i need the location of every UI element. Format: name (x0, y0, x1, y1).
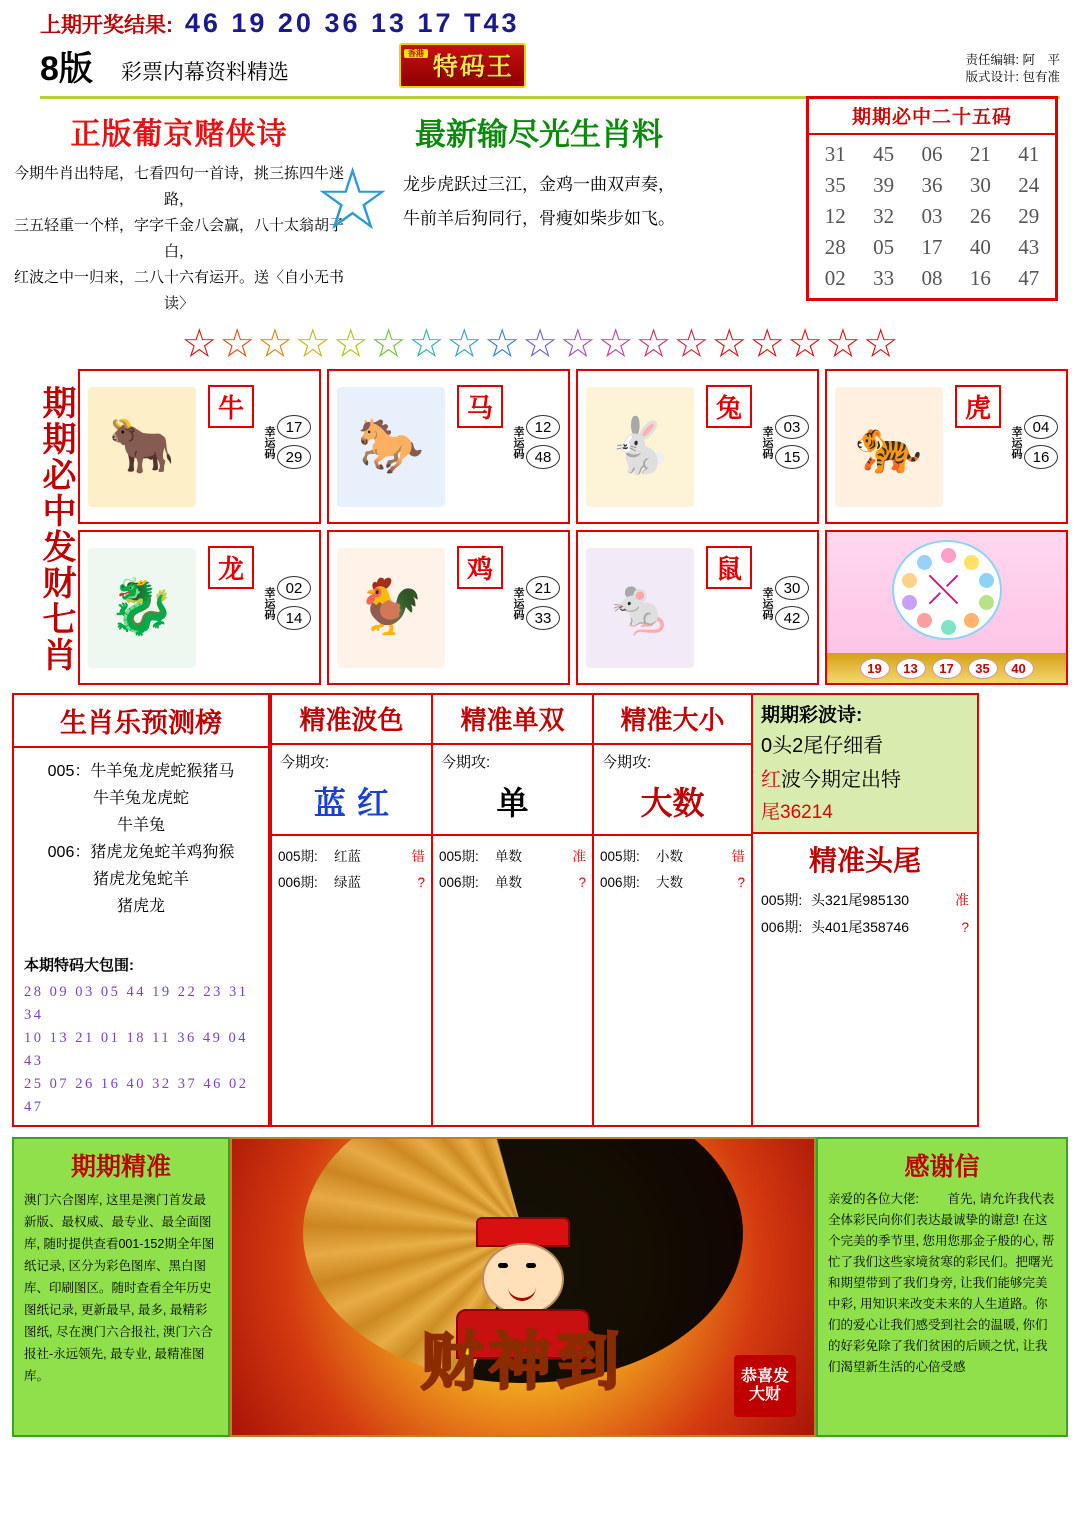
bottom-left-title: 期期精准 (70, 1152, 171, 1181)
lucky-code: 06 (921, 142, 943, 166)
page-subtitle: 彩票内幕资料精选 (120, 61, 289, 84)
zodiac-lucky-code: 14 (277, 606, 311, 630)
star-icon: ☆ (484, 322, 521, 366)
wheel-dot (902, 595, 917, 610)
lucky-code: 05 (873, 235, 895, 259)
forecast-row: 006：猪虎龙兔蛇羊鸡狗猴 (47, 844, 235, 861)
prediction-row (600, 844, 745, 870)
wheel-number: 35 (968, 658, 998, 679)
forecast-title: 生肖乐预测榜 (14, 695, 268, 748)
wheel-number-bar (827, 653, 1066, 683)
star-divider (0, 323, 1080, 365)
period-label: 005期: (761, 892, 803, 908)
poem-left-line-2: 三五轻重一个样，字字千金八会赢，八十太翁胡子白， (14, 217, 345, 260)
zodiac-lucky-code: 30 (775, 576, 809, 600)
lucky-code: 16 (969, 266, 991, 290)
prediction-row (439, 844, 586, 870)
star-icon: ☆ (711, 322, 748, 366)
big-package-row: 10 13 21 01 18 11 36 49 04 43 (24, 1030, 248, 1069)
period-label: 006期: (761, 919, 803, 935)
star-icon: ☆ (332, 322, 369, 366)
zodiac-cell (327, 530, 570, 685)
lucky-code: 28 (824, 235, 846, 259)
period-value: 头401尾358746 (811, 919, 910, 935)
lucky-code: 39 (873, 173, 895, 197)
prediction-tables (0, 685, 1080, 1127)
caishen-text: 财神到 (420, 1325, 626, 1398)
right-panel (753, 693, 979, 1127)
poem-left-line-3: 红波之中一归来，二八十六有运开。送〈自小无书读〉 (14, 269, 345, 312)
wheel-dot (941, 620, 956, 635)
lucky-code: 29 (1018, 204, 1040, 228)
lucky-code: 45 (873, 142, 895, 166)
lucky-code: 33 (873, 266, 895, 290)
zodiac-name: 龙 (208, 546, 254, 589)
zodiac-lucky-code: 48 (526, 445, 560, 469)
big-package-numbers (24, 981, 258, 1119)
zodiac-lucky-label: 幸运码 (512, 586, 524, 620)
big-package-row: 25 07 26 16 40 32 37 46 02 47 (24, 1076, 249, 1115)
zodiac-image: 🐇 (586, 387, 694, 507)
forecast-row: 猪虎龙兔蛇羊 (92, 871, 189, 888)
star-icon: ☆ (787, 322, 823, 366)
period-mark: ? (417, 875, 425, 890)
lucky-code: 08 (921, 266, 943, 290)
zodiac-lucky (511, 576, 560, 630)
wheel-number: 13 (896, 658, 926, 679)
wheel-dot (964, 613, 979, 628)
zodiac-cell (576, 369, 819, 524)
credit-design: 版式设计: 包有准 (965, 70, 1060, 84)
prediction-column (270, 693, 431, 1127)
zodiac-lucky-code: 04 (1024, 415, 1058, 439)
poem-mid-body (354, 168, 724, 236)
zodiac-name: 马 (457, 385, 503, 428)
zodiac-lucky-label: 幸运码 (761, 586, 773, 620)
bottom-section (12, 1137, 1068, 1437)
lucky-code: 36 (921, 173, 943, 197)
big-package-title: 本期特码大包围: (24, 957, 134, 974)
zodiac-cell (78, 530, 321, 685)
big-package (14, 954, 268, 1125)
star-icon: ☆ (446, 322, 483, 366)
period-mark: ? (578, 875, 586, 890)
zodiac-image: 🐁 (586, 548, 694, 668)
bottom-left-panel (12, 1137, 230, 1437)
current-label: 今期攻: (602, 754, 652, 771)
zodiac-lucky-code: 29 (277, 445, 311, 469)
period-value: 大数 (656, 875, 683, 890)
zodiac-lucky (262, 576, 311, 630)
lucky-code: 17 (921, 235, 943, 259)
period-mark: 准 (572, 849, 586, 864)
brand-logo (399, 43, 526, 88)
lucky-code: 31 (824, 142, 846, 166)
zodiac-lucky (760, 415, 809, 469)
poem-left-body (14, 161, 344, 317)
zodiac-section (0, 365, 1080, 685)
logo-text: 特码王 (432, 53, 514, 81)
headtail-rows (753, 885, 977, 943)
zodiac-name: 鸡 (457, 546, 503, 589)
arrows-icon: ⤬ (927, 568, 960, 612)
star-icon: ☆ (824, 322, 861, 366)
lucky-code: 12 (824, 204, 846, 228)
star-icon: ☆ (370, 322, 407, 366)
wheel-dot (902, 573, 917, 588)
column-title: 精准波色 (272, 695, 431, 745)
zodiac-lucky-label: 幸运码 (263, 586, 275, 620)
wheel-dot (979, 595, 994, 610)
period-label: 005期: (278, 849, 318, 864)
zodiac-cell (825, 369, 1068, 524)
period-mark: ? (737, 875, 745, 890)
zodiac-lucky-label: 幸运码 (761, 425, 773, 459)
zodiac-lucky-code: 03 (775, 415, 809, 439)
bottom-left-text: 澳门六合图库, 这里是澳门首发最新版、最权威、最专业、最全面图库, 随时提供查看001-152期全年图纸记录, 区分为彩色图库、黑白图库、印刷图区。随时查看全年历史图纸记录, 更新最早, 最多, 最精彩图纸, 尽在澳门六合报社, 澳门六合报社-永远领先, 最专业, 最精准图库。 (24, 1193, 215, 1383)
zodiac-lucky-code: 21 (526, 576, 560, 600)
period-value: 红蓝 (334, 849, 361, 864)
zodiac-lucky-label: 幸运码 (263, 425, 275, 459)
period-value: 单数 (495, 849, 522, 864)
star-decoration-icon: ☆ (314, 152, 392, 248)
prediction-row (439, 870, 586, 896)
lucky-code: 24 (1018, 173, 1040, 197)
zodiac-image: 🐉 (88, 548, 196, 668)
current-label: 今期攻: (280, 754, 330, 771)
forecast-panel (12, 693, 270, 1127)
column-title: 精准单双 (433, 695, 592, 745)
zodiac-name: 牛 (208, 385, 254, 428)
color-poem-line2-rest: 波今期定出特 (781, 769, 901, 791)
color-poem-line2 (761, 765, 969, 795)
last-draw-numbers: 46 19 20 36 13 17 T43 (184, 8, 520, 38)
column-title: 精准大小 (594, 695, 751, 745)
color-poem-red-word: 红 (761, 769, 781, 791)
zodiac-lucky (262, 415, 311, 469)
wheel-circle (892, 540, 1002, 640)
period-label: 006期: (600, 875, 640, 890)
color-poem-box (753, 695, 977, 834)
period-label: 005期: (439, 849, 479, 864)
star-icon: ☆ (257, 322, 293, 366)
forecast-row: 牛羊兔龙虎蛇 (92, 790, 189, 807)
lucky-25-codes-title: 期期必中二十五码 (809, 99, 1055, 135)
zodiac-name: 鼠 (706, 546, 752, 589)
page-number: 8版 (40, 50, 93, 88)
lucky-code: 26 (969, 204, 991, 228)
bottom-right-text: 亲爱的各位大佬: 首先, 请允许我代表全体彩民向你们表达最诚挚的谢意! 在这个完美的季节里, 您用您那金子般的心, 帮忙了我们这些家境贫寒的彩民们。把曙光和期望带到了我们身旁, 让我们能够完美中彩, 用知识来改变未来的人生道路。你们的爱心让我们感受到社会的温暖, 你们的好彩免除了我们贫困的后顾之忧, 让我们渴望新生活的心倍受感 (828, 1192, 1055, 1374)
wheel-dot (917, 613, 932, 628)
three-columns (270, 693, 753, 1127)
zodiac-lucky-code: 42 (775, 606, 809, 630)
wheel-dot (941, 548, 956, 563)
prediction-column (592, 693, 753, 1127)
period-mark: 准 (955, 892, 969, 908)
zodiac-lucky-code: 12 (526, 415, 560, 439)
zodiac-cell (327, 369, 570, 524)
forecast-rows (14, 748, 268, 924)
prediction-row (278, 844, 425, 870)
poem-mid-title: 最新输尽光生肖料 (415, 117, 663, 153)
lucky-code: 30 (969, 173, 991, 197)
lucky-code: 32 (873, 204, 895, 228)
period-label: 005期: (600, 849, 640, 864)
star-icon: ☆ (597, 322, 634, 366)
period-mark: 错 (731, 849, 745, 864)
seal-icon: 恭喜发大财 (734, 1355, 796, 1417)
zodiac-lucky-label: 幸运码 (1010, 425, 1022, 459)
star-icon: ☆ (408, 322, 445, 366)
wheel-number: 17 (932, 658, 962, 679)
caishen-advert (230, 1137, 816, 1437)
lucky-code: 02 (824, 266, 846, 290)
zodiac-vertical-title: 期期必中发财七肖 (36, 385, 76, 673)
color-poem-line1: 0头2尾仔细看 (761, 735, 884, 757)
logo-badge: 香港 (404, 49, 428, 58)
period-label: 006期: (439, 875, 479, 890)
zodiac-lucky-code: 33 (526, 606, 560, 630)
wheel-dot (979, 573, 994, 588)
zodiac-cell (576, 530, 819, 685)
color-poem-title: 期期彩波诗: (761, 705, 863, 726)
zodiac-lucky (511, 415, 560, 469)
zodiac-image: 🐅 (835, 387, 943, 507)
period-value: 小数 (656, 849, 683, 864)
poem-left-line-1: 今期牛肖出特尾，七看四句一首诗，挑三拣四牛迷路， (14, 165, 345, 208)
big-package-row: 28 09 03 05 44 19 22 23 31 34 (24, 984, 249, 1023)
period-label: 006期: (278, 875, 318, 890)
lucky-code: 47 (1018, 266, 1040, 290)
last-draw-line (40, 8, 1060, 39)
lucky-25-codes-grid (809, 135, 1055, 298)
lucky-code: 41 (1018, 142, 1040, 166)
lucky-code: 40 (969, 235, 991, 259)
zodiac-lucky-code: 16 (1024, 445, 1058, 469)
period-value: 头321尾985130 (811, 892, 910, 908)
headtail-row (761, 887, 969, 914)
wheel-number: 40 (1004, 658, 1034, 679)
zodiac-lucky (760, 576, 809, 630)
zodiac-cell (78, 369, 321, 524)
color-poem-line3: 尾36214 (761, 802, 833, 823)
poem-mid (354, 109, 724, 317)
lucky-code: 43 (1018, 235, 1040, 259)
headtail-title: 精准头尾 (808, 844, 921, 877)
zodiac-lucky-label: 幸运码 (512, 425, 524, 459)
star-icon: ☆ (219, 322, 256, 366)
wheel-dot (964, 555, 979, 570)
lucky-wheel (825, 530, 1068, 685)
lucky-code: 03 (921, 204, 943, 228)
star-icon: ☆ (559, 322, 596, 366)
zodiac-image: 🐓 (337, 548, 445, 668)
poem-left-title: 正版葡京赌侠诗 (70, 117, 288, 152)
poem-left (14, 109, 392, 317)
page-header (0, 0, 1080, 99)
period-mark: 错 (411, 849, 425, 864)
forecast-row: 005：牛羊兔龙虎蛇猴猪马 (47, 763, 235, 780)
zodiac-lucky-code: 02 (277, 576, 311, 600)
bottom-right-panel (816, 1137, 1068, 1437)
star-icon: ☆ (635, 322, 672, 366)
period-value: 单数 (495, 875, 522, 890)
star-icon: ☆ (673, 322, 710, 366)
current-label: 今期攻: (441, 754, 491, 771)
current-value: 蓝 红 (313, 784, 390, 822)
star-icon: ☆ (749, 322, 786, 366)
poem-mid-line-2: 牛前羊后狗同行，骨瘦如柴步如飞。 (403, 209, 675, 228)
zodiac-lucky (1009, 415, 1058, 469)
lucky-code: 21 (969, 142, 991, 166)
star-icon: ☆ (181, 322, 218, 366)
bottom-right-title: 感谢信 (904, 1152, 980, 1181)
wheel-number: 19 (860, 658, 890, 679)
star-icon: ☆ (522, 322, 558, 366)
prediction-row (278, 870, 425, 896)
credit-editor: 责任编辑: 阿 平 (965, 53, 1060, 67)
forecast-row: 猪虎龙 (116, 898, 165, 915)
zodiac-name: 兔 (706, 385, 752, 428)
zodiac-name: 虎 (955, 385, 1001, 428)
current-value: 大数 (640, 784, 705, 822)
zodiac-grid (78, 369, 1068, 685)
current-value: 单 (496, 784, 529, 822)
lucky-25-codes-box (806, 96, 1058, 301)
zodiac-image: 🐂 (88, 387, 196, 507)
headtail-row (761, 914, 969, 941)
star-icon: ☆ (862, 322, 899, 366)
prediction-row (600, 870, 745, 896)
zodiac-lucky-code: 15 (775, 445, 809, 469)
period-mark: ? (961, 919, 969, 935)
zodiac-lucky-code: 17 (277, 415, 311, 439)
zodiac-image: 🐎 (337, 387, 445, 507)
last-draw-label: 上期开奖结果: (40, 14, 173, 37)
star-icon: ☆ (294, 322, 331, 366)
lucky-code: 35 (824, 173, 846, 197)
credits (966, 52, 1060, 86)
prediction-column (431, 693, 592, 1127)
forecast-row: 牛羊兔 (116, 817, 165, 834)
poem-mid-line-1: 龙步虎跃过三江，金鸡一曲双声奏， (403, 175, 675, 194)
period-value: 绿蓝 (334, 875, 361, 890)
